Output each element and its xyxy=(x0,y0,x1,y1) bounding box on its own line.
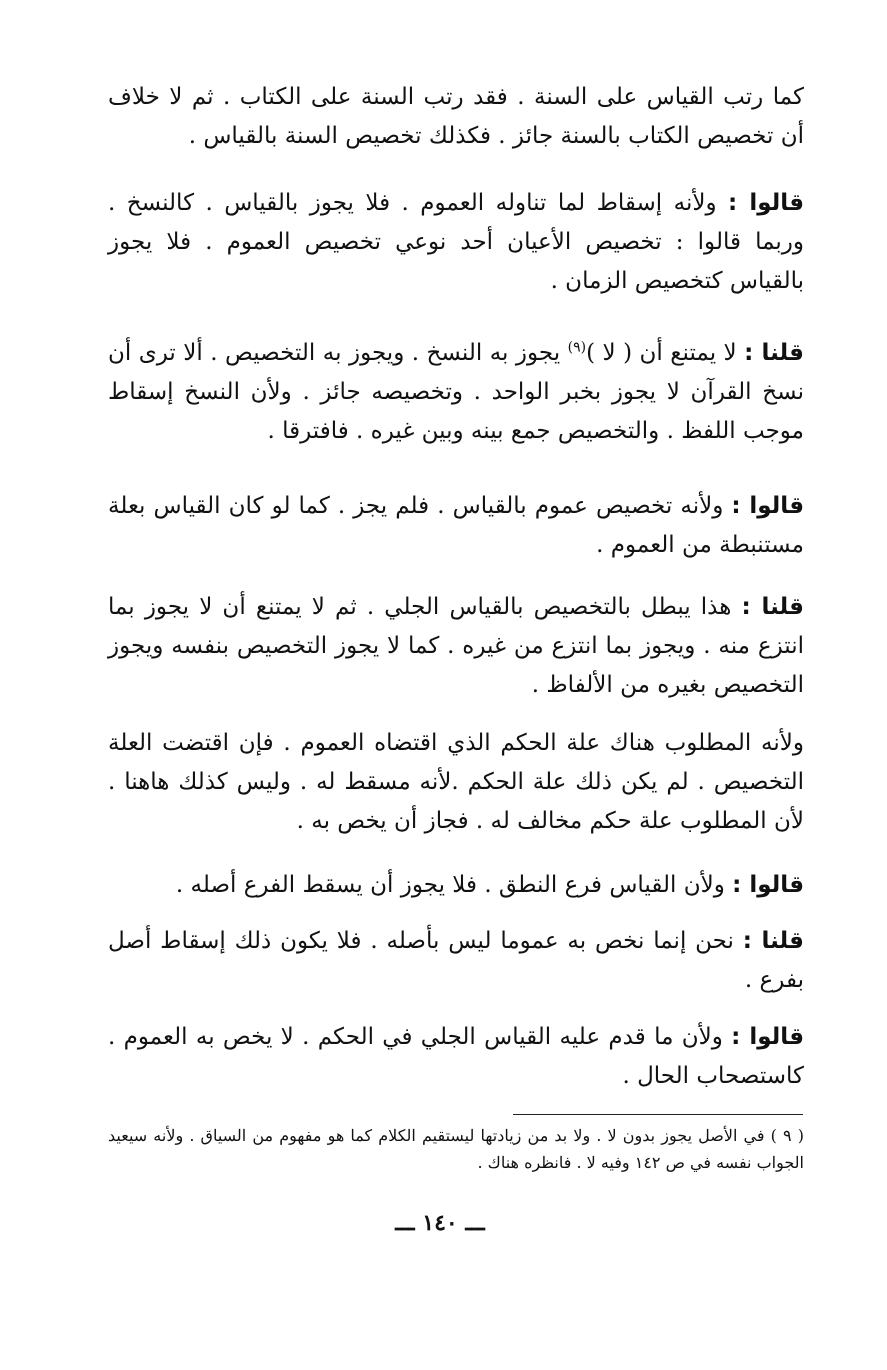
paragraph-lead: قلنا : xyxy=(744,340,804,366)
paragraph-text: كما رتب القياس على السنة . فقد رتب السنة على الكتاب . ثم لا خلاف أن تخصيص الكتاب بالسنة جائز . فكذلك تخصيص السنة بالقياس . xyxy=(108,84,804,149)
paragraph-5 xyxy=(108,588,804,705)
page-number: ـــ ١٤٠ ـــ xyxy=(395,1210,485,1236)
paragraph-4 xyxy=(108,487,804,565)
paragraph-text: ولأنه إسقاط لما تناوله العموم . فلا يجوز بالقياس . كالنسخ . وربما قالوا : تخصيص الأعيان أحد نوعي تخصيص العموم . فلا يجوز بالقياس كتخصيص الزمان . xyxy=(108,190,804,294)
paragraph-2 xyxy=(108,184,804,301)
paragraph-9 xyxy=(108,1018,804,1096)
paragraph-7 xyxy=(108,866,804,905)
paragraph-text: ولأنه المطلوب هناك علة الحكم الذي اقتضاه العموم . فإن اقتضت العلة التخصيص . لم يكن ذلك علة الحكم .لأنه مسقط له . وليس كذلك هاهنا . لأن المطلوب علة حكم مخالف له . فجاز أن يخص به . xyxy=(108,730,804,834)
paragraph-lead: قالوا : xyxy=(731,1024,805,1050)
paragraph-lead: قلنا : xyxy=(741,594,804,620)
paragraph-text: لا يمتنع أن ( لا ) xyxy=(586,340,737,366)
paragraph-6 xyxy=(108,724,804,841)
footnote-text: ( ٩ ) في الأصل يجوز بدون لا . ولا بد من زيادتها ليستقيم الكلام كما هو مفهوم من السياق . ولأنه سيعيد الجواب نفسه في ص ١٤٢ وفيه لا . فانظره هناك . xyxy=(108,1126,805,1172)
paragraph-text: نحن إنما نخص به عموما ليس بأصله . فلا يكون ذلك إسقاط أصل بفرع . xyxy=(108,928,804,993)
footnote-divider xyxy=(513,1114,803,1115)
footnote-marker: (٩) xyxy=(567,339,587,356)
paragraph-text: هذا يبطل بالتخصيص بالقياس الجلي . ثم لا يمتنع أن لا يجوز بما انتزع منه . ويجوز بما انتزع من غيره . كما لا يجوز التخصيص بنفسه ويجوز التخصيص بغيره من الألفاظ . xyxy=(108,594,804,698)
paragraph-8 xyxy=(108,922,804,1000)
paragraph-1 xyxy=(108,78,804,156)
paragraph-lead: قالوا : xyxy=(728,190,804,216)
paragraph-text: ولأن القياس فرع النطق . فلا يجوز أن يسقط الفرع أصله . xyxy=(175,872,725,898)
paragraph-lead: قالوا : xyxy=(731,493,805,519)
paragraph-text-continued: يجوز به النسخ . ويجوز به التخصيص . ألا ترى أن نسخ القرآن لا يجوز بخبر الواحد . وتخصيصه جائز . ولأن النسخ إسقاط موجب اللفظ . والتخصيص جمع بينه وبين غيره . فافترقا . xyxy=(108,340,804,444)
paragraph-3 xyxy=(108,334,804,451)
paragraph-text: ولأن ما قدم عليه القياس الجلي في الحكم . لا يخص به العموم . كاستصحاب الحال . xyxy=(108,1024,804,1089)
paragraph-lead: قلنا : xyxy=(742,928,804,954)
paragraph-text: ولأنه تخصيص عموم بالقياس . فلم يجز . كما لو كان القياس بعلة مستنبطة من العموم . xyxy=(108,493,804,558)
paragraph-lead: قالوا : xyxy=(732,872,804,898)
footnote xyxy=(108,1122,804,1176)
